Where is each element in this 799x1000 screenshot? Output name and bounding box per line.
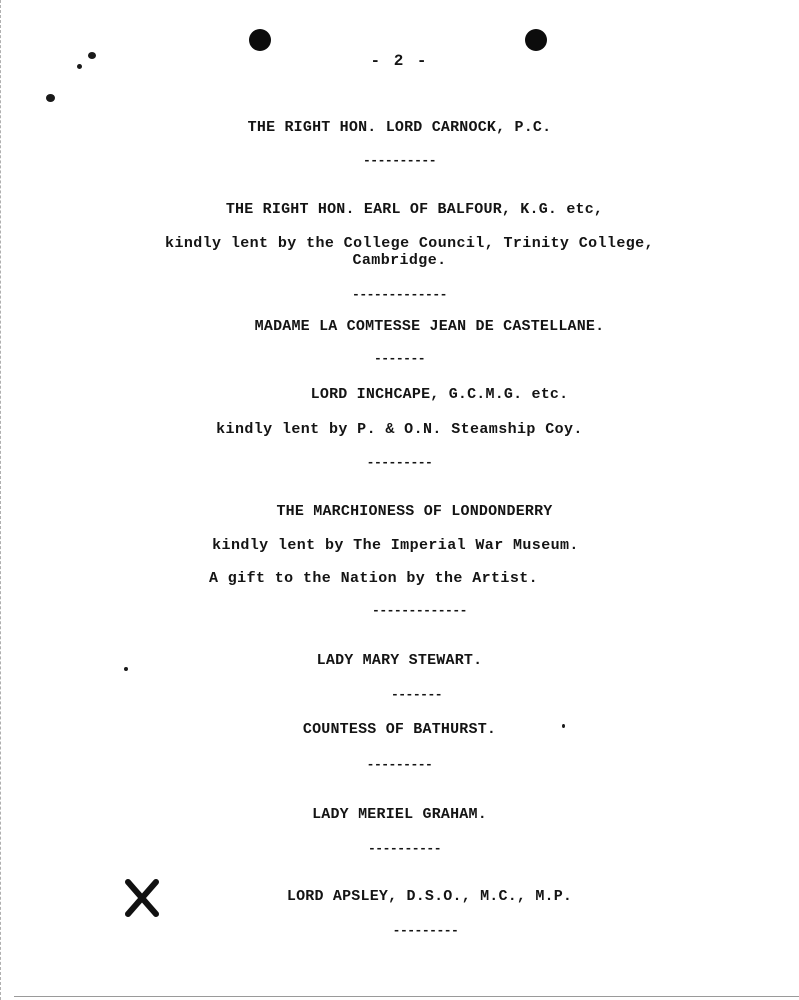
punch-hole-icon — [249, 29, 271, 51]
entry-separator: --------- — [366, 757, 433, 772]
page-bottom-edge — [14, 996, 799, 997]
entry-note: kindly lent by P. & O.N. Steamship Coy. — [216, 421, 583, 438]
ink-speck — [46, 94, 55, 102]
entry-note: Cambridge. — [352, 252, 447, 269]
page-number: - 2 - — [370, 52, 429, 70]
entry-name: LORD INCHCAPE, G.C.M.G. etc. — [310, 386, 569, 403]
punch-hole-icon — [525, 29, 547, 51]
entry-note: A gift to the Nation by the Artist. — [208, 570, 539, 587]
left-margin-perforation — [0, 0, 3, 1000]
entry-separator: --------- — [366, 455, 433, 470]
entry-note: kindly lent by The Imperial War Museum. — [212, 537, 579, 554]
entry-name: THE MARCHIONESS OF LONDONDERRY — [276, 503, 553, 520]
entry-note: kindly lent by the College Council, Trinity College, — [165, 235, 654, 252]
entry-separator: ------------- — [372, 603, 467, 618]
entry-separator: ---------- — [367, 841, 441, 856]
entry-name: COUNTESS OF BATHURST. — [302, 721, 497, 738]
entry-name: LORD APSLEY, D.S.O., M.C., M.P. — [286, 888, 573, 905]
entry-separator: ------- — [390, 687, 443, 702]
entry-separator: --------- — [392, 923, 459, 938]
entry-separator: ---------- — [362, 153, 436, 168]
entry-name: LADY MARY STEWART. — [316, 652, 483, 669]
entry-name: MADAME LA COMTESSE JEAN DE CASTELLANE. — [254, 318, 605, 335]
entry-name: THE RIGHT HON. LORD CARNOCK, P.C. — [247, 119, 552, 136]
entry-separator: ------- — [373, 351, 426, 366]
entry-separator: ------------- — [352, 287, 447, 302]
entry-name: LADY MERIEL GRAHAM. — [312, 806, 487, 823]
entry-name: THE RIGHT HON. EARL OF BALFOUR, K.G. etc, — [225, 201, 604, 218]
